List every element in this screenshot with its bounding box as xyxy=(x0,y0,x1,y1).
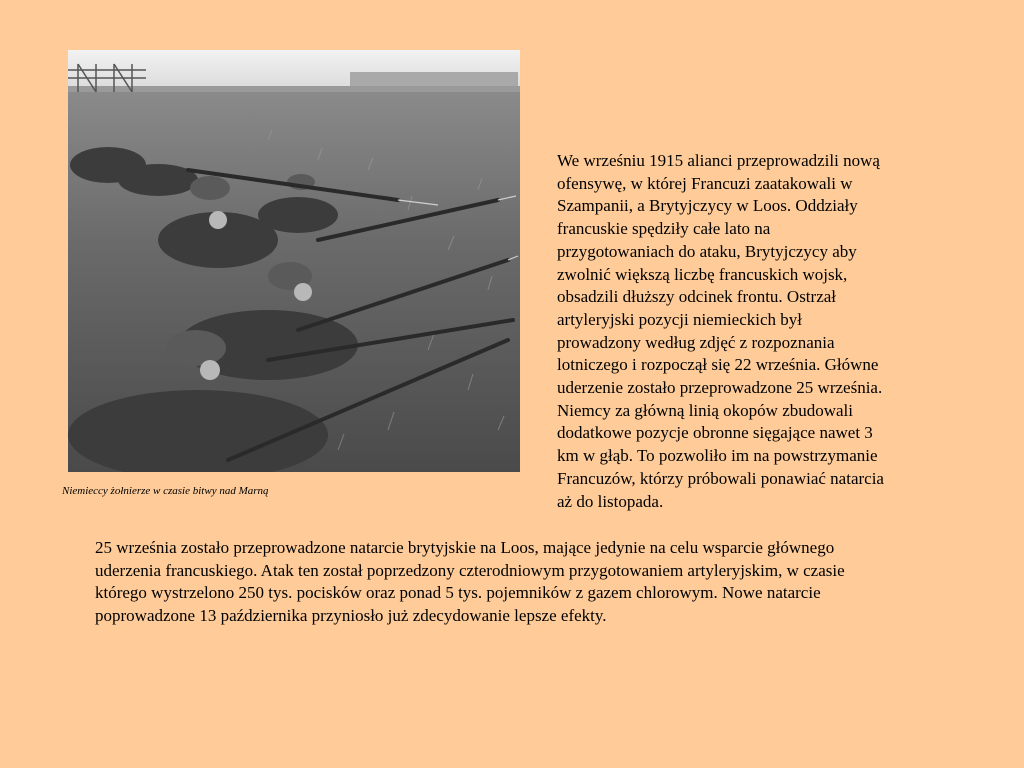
body-paragraph-line: poprowadzone 13 października przyniosło już zdecydowanie lepsze efekty. xyxy=(95,606,607,626)
side-paragraph-line: Francuzów, którzy próbowali ponawiać natarcia xyxy=(557,468,884,488)
side-paragraph-line: dodatkowe pozycje obronne sięgające nawet 3 xyxy=(557,423,873,443)
side-paragraph-line: przygotowaniach do ataku, Brytyjczycy aby xyxy=(557,241,857,261)
side-paragraph-line: zwolnić większą liczbę francuskich wojsk, xyxy=(557,264,848,284)
body-paragraph-line: którego wystrzelono 250 tys. pocisków oraz ponad 5 tys. pojemników z gazem chlorowym. Nowe natarcie xyxy=(95,583,821,603)
side-paragraph-line: We wrześniu 1915 alianci przeprowadzili nową xyxy=(557,151,880,170)
side-paragraph xyxy=(557,150,967,513)
side-paragraph-line: ofensywę, w której Francuzi zaatakowali w xyxy=(557,173,853,193)
soldiers-photo xyxy=(68,50,520,472)
side-paragraph-line: francuskie spędziły całe lato na xyxy=(557,219,771,239)
body-paragraph-line: 25 września zostało przeprowadzone natarcie brytyjskie na Loos, mające jedynie na celu wsparcie głównego xyxy=(95,538,835,557)
side-paragraph-line: Szampanii, a Brytyjczycy w Loos. Oddziały xyxy=(557,196,858,216)
side-paragraph-line: aż do listopada. xyxy=(557,491,664,511)
side-paragraph-line: uderzenie zostało przeprowadzone 25 września. xyxy=(557,378,883,398)
body-paragraph xyxy=(95,537,995,628)
side-paragraph-line: km w głąb. To pozwoliło im na powstrzymanie xyxy=(557,446,878,466)
side-paragraph-line: artyleryjski pozycji niemieckich był xyxy=(557,309,803,329)
side-paragraph-line: prowadzony według zdjęć z rozpoznania xyxy=(557,332,835,352)
side-paragraph-line: lotniczego i rozpoczął się 22 września. Główne xyxy=(557,355,879,375)
photo-caption: Niemieccy żołnierze w czasie bitwy nad Marną xyxy=(62,485,269,497)
body-paragraph-line: uderzenia francuskiego. Atak ten został poprzedzony czterodniowym przygotowaniem artyleryjskim, w czasie xyxy=(95,560,845,580)
side-paragraph-line: Niemcy za główną linią okopów zbudowali xyxy=(557,400,854,420)
side-paragraph-line: obsadzili dłuższy odcinek frontu. Ostrzał xyxy=(557,287,837,307)
